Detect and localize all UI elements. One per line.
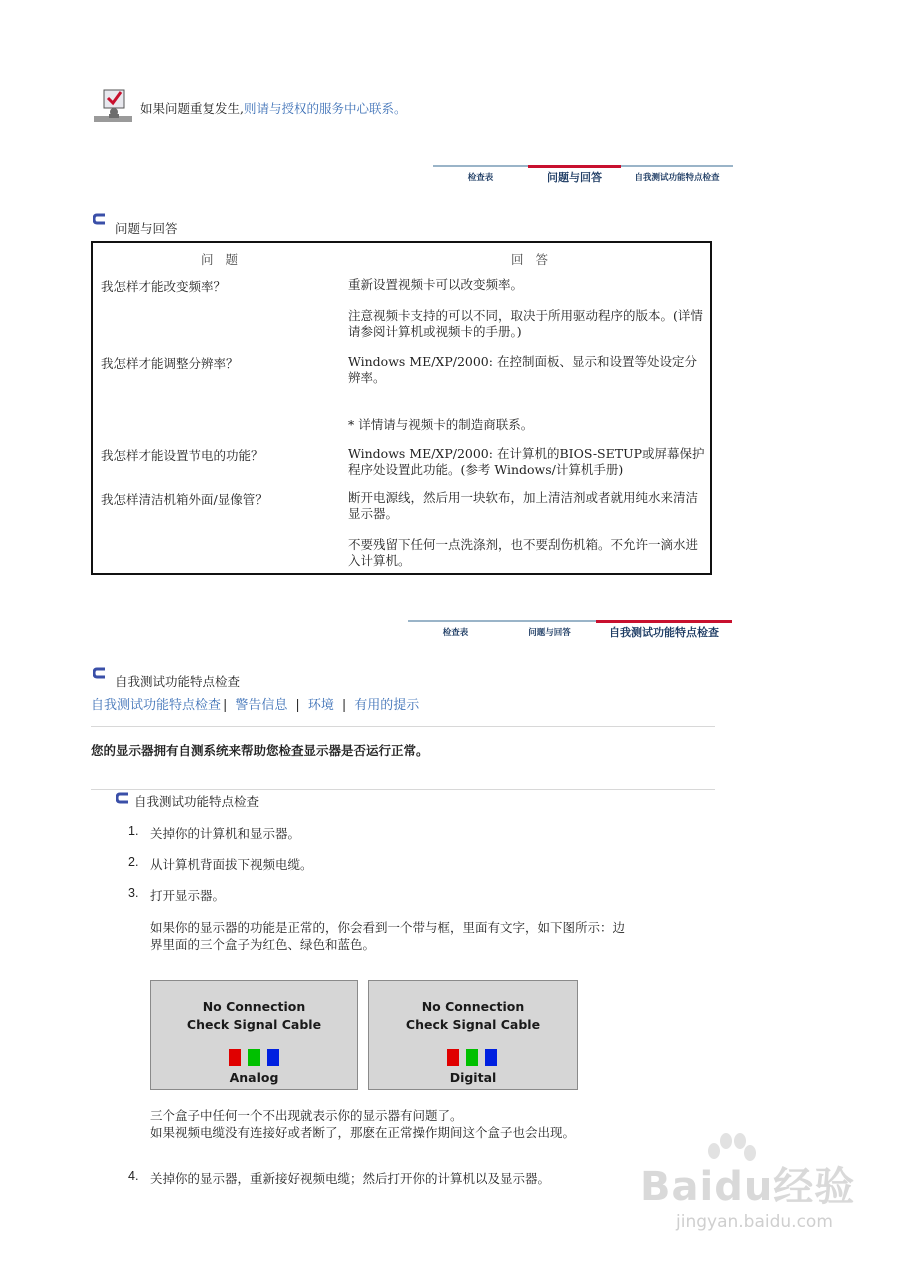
qa-section-title: 问题与回答	[115, 221, 178, 236]
service-center-link[interactable]: 则请与授权的服务中心联系。	[243, 101, 407, 116]
screen-note: 三个盒子中任何一个不出现就表示你的显示器有问题了。	[150, 1108, 463, 1123]
qa-answer: 重新设置视频卡可以改变频率。	[348, 277, 524, 292]
tab-checklist[interactable]: 检查表	[467, 173, 494, 183]
watermark-url: jingyan.baidu.com	[676, 1212, 833, 1232]
self-test-section-title: 自我测试功能特点检查	[115, 674, 241, 689]
qa-answer-note: 注意视频卡支持的可以不同，取决于所用驱动程序的版本。(详情请参阅计算机或视频卡的手册。)	[348, 308, 703, 339]
tab-self-test[interactable]: 自我测试功能特点检查	[596, 620, 732, 644]
notice-text	[140, 99, 407, 117]
notice-check-icon	[94, 88, 132, 124]
step-text: 从计算机背面拔下视频电缆。	[150, 857, 313, 872]
step-number: 3.	[128, 886, 139, 900]
qa-answer: 断开电源线，然后用一块软布，加上清洁剂或者就用纯水来清洁显示器。	[348, 490, 699, 521]
green-box	[248, 1049, 260, 1066]
step-number: 1.	[128, 824, 139, 838]
screen-note: 如果视频电缆没有连接好或者断了，那麽在正常操作期间这个盒子也会出现。	[150, 1125, 576, 1140]
notice-plain: 如果问题重复发生,	[140, 101, 244, 116]
baidu-watermark-logo	[640, 1155, 855, 1212]
tab-qa[interactable]: 问题与回答	[528, 628, 571, 638]
watermark-logo-text: Baidu经验	[640, 1164, 856, 1210]
nav-tabs-2	[408, 620, 732, 644]
self-test-subnav: 自我测试功能特点检查 | 警告信息 | 环境 | 有用的提示	[91, 698, 420, 713]
section-bullet-icon	[93, 667, 107, 679]
subnav-environment-link[interactable]: 环境	[307, 698, 334, 713]
screen-line-2: Check Signal Cable	[405, 1017, 541, 1032]
screen-label: Digital	[449, 1070, 497, 1085]
tab-self-test[interactable]: 自我测试功能特点检查	[634, 173, 720, 183]
blue-box	[485, 1049, 497, 1066]
nav-tabs-1	[433, 165, 733, 189]
qa-answer-note: 不要残留下任何一点洗涤剂，也不要刮伤机箱。不允许一滴水进入计算机。	[348, 537, 699, 568]
qa-header-answer: 回 答	[511, 252, 552, 267]
qa-question: 我怎样才能设置节电的功能？	[101, 448, 264, 463]
section-bullet-icon	[93, 213, 107, 225]
step-text: 打开显示器。	[150, 888, 226, 903]
step-number: 2.	[128, 855, 139, 869]
blue-box	[267, 1049, 279, 1066]
green-box	[466, 1049, 478, 1066]
qa-table	[91, 241, 712, 575]
qa-question: 我怎样清洁机箱外面/显像管？	[101, 492, 268, 507]
subnav-tips-link[interactable]: 有用的提示	[354, 698, 420, 713]
red-box	[229, 1049, 241, 1066]
self-test-intro: 您的显示器拥有自测系统来帮助您检查显示器是否运行正常。	[91, 743, 429, 758]
step-text: 关掉你的计算机和显示器。	[150, 826, 301, 841]
self-test-subtitle: 自我测试功能特点检查	[134, 794, 260, 809]
subnav-warning-link[interactable]: 警告信息	[235, 698, 288, 713]
qa-header-question: 问 题	[201, 252, 242, 267]
tab-qa[interactable]: 问题与回答	[528, 165, 621, 189]
analog-screen-image	[150, 980, 358, 1090]
step-text: 关掉你的显示器，重新接好视频电缆；然后打开你的计算机以及显示器。	[150, 1171, 551, 1186]
divider	[91, 726, 715, 727]
tab-checklist[interactable]: 检查表	[442, 628, 469, 638]
screen-label: Analog	[229, 1070, 279, 1085]
digital-screen-image	[368, 980, 578, 1090]
red-box	[447, 1049, 459, 1066]
screen-line-2: Check Signal Cable	[186, 1017, 322, 1032]
qa-question: 我怎样才能改变频率？	[101, 279, 227, 294]
divider	[91, 789, 715, 790]
subnav-self-test-link[interactable]: 自我测试功能特点检查	[91, 698, 222, 713]
qa-question: 我怎样才能调整分辨率？	[101, 356, 239, 371]
section-bullet-icon	[116, 792, 130, 804]
qa-answer-note: * 详情请与视频卡的制造商联系。	[348, 417, 534, 432]
qa-answer: Windows ME/XP/2000: 在计算机的BIOS-SETUP或屏幕保护程序处设置此功能。(参考 Windows/计算机手册)	[348, 446, 705, 477]
screen-line-1: No Connection	[421, 999, 525, 1014]
step-number: 4.	[128, 1169, 139, 1183]
screen-line-1: No Connection	[202, 999, 306, 1014]
step3-detail: 界里面的三个盒子为红色、绿色和蓝色。	[150, 937, 376, 952]
paw-icon	[702, 1131, 758, 1177]
step3-detail: 如果你的显示器的功能是正常的，你会看到一个带与框，里面有文字，如下图所示：边	[150, 920, 626, 935]
qa-answer: Windows ME/XP/2000: 在控制面板、显示和设置等处设定分辨率。	[348, 354, 697, 385]
